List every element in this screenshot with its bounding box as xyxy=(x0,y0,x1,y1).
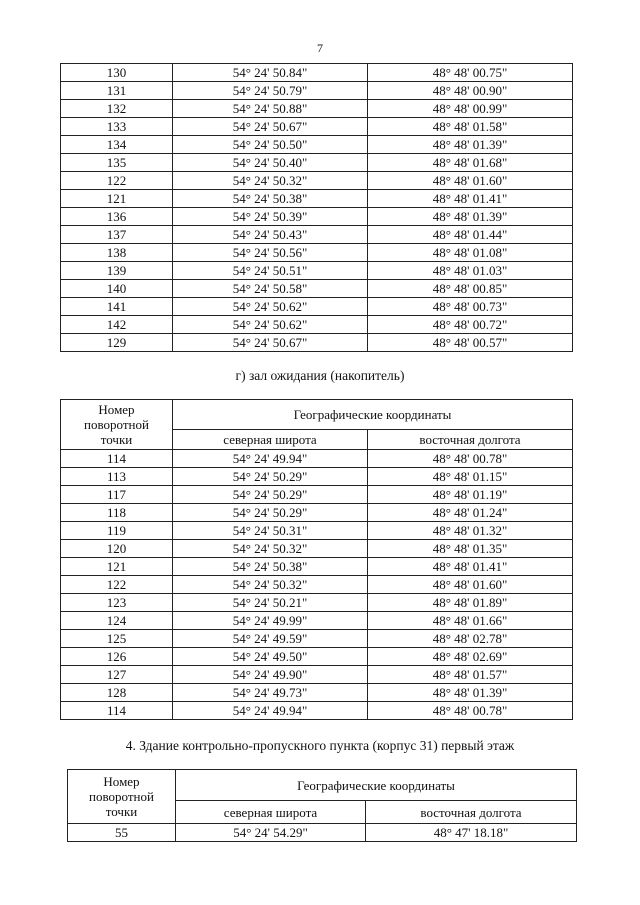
longitude-cell: 48° 48' 01.19" xyxy=(368,486,573,504)
table-row xyxy=(61,64,573,82)
longitude-cell: 48° 48' 02.69" xyxy=(368,648,573,666)
latitude-cell: 54° 24' 49.73" xyxy=(173,684,368,702)
latitude-cell: 54° 24' 50.32" xyxy=(173,576,368,594)
table-row xyxy=(61,262,573,280)
latitude-cell: 54° 24' 50.29" xyxy=(173,486,368,504)
table-row xyxy=(61,666,573,684)
coordinates-table-continued xyxy=(60,63,573,352)
table-row xyxy=(61,522,573,540)
table-row xyxy=(61,244,573,262)
longitude-cell: 48° 48' 00.99" xyxy=(368,100,573,118)
point-number-cell: 113 xyxy=(61,468,173,486)
point-number-cell: 127 xyxy=(61,666,173,684)
table-row xyxy=(61,226,573,244)
latitude-cell: 54° 24' 50.58" xyxy=(173,280,368,298)
table-row xyxy=(61,316,573,334)
latitude-cell: 54° 24' 50.79" xyxy=(173,82,368,100)
longitude-cell: 48° 48' 01.39" xyxy=(368,684,573,702)
latitude-cell: 54° 24' 50.21" xyxy=(173,594,368,612)
longitude-cell: 48° 48' 01.60" xyxy=(368,576,573,594)
point-number-cell: 130 xyxy=(61,64,173,82)
header-latitude: северная широта xyxy=(173,430,368,450)
longitude-cell: 48° 48' 00.85" xyxy=(368,280,573,298)
latitude-cell: 54° 24' 49.99" xyxy=(173,612,368,630)
latitude-cell: 54° 24' 50.56" xyxy=(173,244,368,262)
longitude-cell: 48° 48' 00.90" xyxy=(368,82,573,100)
point-number-cell: 134 xyxy=(61,136,173,154)
table-row xyxy=(61,486,573,504)
latitude-cell: 54° 24' 49.94" xyxy=(173,702,368,720)
latitude-cell: 54° 24' 50.40" xyxy=(173,154,368,172)
point-number-cell: 141 xyxy=(61,298,173,316)
latitude-cell: 54° 24' 50.50" xyxy=(173,136,368,154)
table-row xyxy=(61,684,573,702)
point-number-cell: 132 xyxy=(61,100,173,118)
table-row xyxy=(61,468,573,486)
latitude-cell: 54° 24' 50.67" xyxy=(173,334,368,352)
point-number-cell: 129 xyxy=(61,334,173,352)
point-number-cell: 139 xyxy=(61,262,173,280)
longitude-cell: 48° 48' 01.44" xyxy=(368,226,573,244)
latitude-cell: 54° 24' 50.31" xyxy=(173,522,368,540)
table-row xyxy=(61,280,573,298)
header-geo-coordinates: Географические координаты xyxy=(173,400,573,430)
longitude-cell: 48° 47' 18.18" xyxy=(366,824,577,842)
point-number-cell: 136 xyxy=(61,208,173,226)
latitude-cell: 54° 24' 50.62" xyxy=(173,298,368,316)
table-row xyxy=(61,558,573,576)
point-number-cell: 135 xyxy=(61,154,173,172)
longitude-cell: 48° 48' 01.03" xyxy=(368,262,573,280)
point-number-cell: 114 xyxy=(61,450,173,468)
table-row xyxy=(61,190,573,208)
header-latitude: северная широта xyxy=(176,801,366,824)
point-number-cell: 119 xyxy=(61,522,173,540)
latitude-cell: 54° 24' 50.38" xyxy=(173,558,368,576)
table-row xyxy=(61,154,573,172)
latitude-cell: 54° 24' 50.67" xyxy=(173,118,368,136)
latitude-cell: 54° 24' 50.39" xyxy=(173,208,368,226)
table-row xyxy=(61,702,573,720)
point-number-cell: 126 xyxy=(61,648,173,666)
coordinates-table-waiting-hall xyxy=(60,399,573,720)
longitude-cell: 48° 48' 00.75" xyxy=(368,64,573,82)
table-row xyxy=(68,824,577,842)
section-caption-waiting-hall: г) зал ожидания (накопитель) xyxy=(235,368,405,383)
longitude-cell: 48° 48' 01.60" xyxy=(368,172,573,190)
latitude-cell: 54° 24' 49.90" xyxy=(173,666,368,684)
table-row xyxy=(61,630,573,648)
table-row xyxy=(61,576,573,594)
longitude-cell: 48° 48' 00.57" xyxy=(368,334,573,352)
table-row xyxy=(61,504,573,522)
point-number-cell: 133 xyxy=(61,118,173,136)
longitude-cell: 48° 48' 02.78" xyxy=(368,630,573,648)
latitude-cell: 54° 24' 50.32" xyxy=(173,172,368,190)
longitude-cell: 48° 48' 01.32" xyxy=(368,522,573,540)
longitude-cell: 48° 48' 01.39" xyxy=(368,208,573,226)
section-caption-checkpoint-building: 4. Здание контрольно-пропускного пункта (корпус 31) первый этаж xyxy=(125,738,515,753)
header-longitude: восточная долгота xyxy=(368,430,573,450)
point-number-cell: 125 xyxy=(61,630,173,648)
latitude-cell: 54° 24' 50.43" xyxy=(173,226,368,244)
point-number-cell: 124 xyxy=(61,612,173,630)
point-number-cell: 122 xyxy=(61,172,173,190)
table-row xyxy=(61,334,573,352)
longitude-cell: 48° 48' 00.73" xyxy=(368,298,573,316)
header-geo-coordinates: Географические координаты xyxy=(176,770,577,801)
longitude-cell: 48° 48' 01.35" xyxy=(368,540,573,558)
longitude-cell: 48° 48' 01.58" xyxy=(368,118,573,136)
coordinates-table-checkpoint xyxy=(67,769,577,842)
latitude-cell: 54° 24' 50.62" xyxy=(173,316,368,334)
table-row xyxy=(61,450,573,468)
latitude-cell: 54° 24' 50.38" xyxy=(173,190,368,208)
latitude-cell: 54° 24' 50.29" xyxy=(173,468,368,486)
longitude-cell: 48° 48' 01.24" xyxy=(368,504,573,522)
latitude-cell: 54° 24' 50.32" xyxy=(173,540,368,558)
table-row xyxy=(61,118,573,136)
point-number-cell: 137 xyxy=(61,226,173,244)
point-number-cell: 117 xyxy=(61,486,173,504)
longitude-cell: 48° 48' 01.15" xyxy=(368,468,573,486)
point-number-cell: 120 xyxy=(61,540,173,558)
latitude-cell: 54° 24' 50.84" xyxy=(173,64,368,82)
point-number-cell: 123 xyxy=(61,594,173,612)
table-row xyxy=(61,82,573,100)
header-point-number: Номер поворотной точки xyxy=(61,400,173,450)
longitude-cell: 48° 48' 00.78" xyxy=(368,702,573,720)
longitude-cell: 48° 48' 00.78" xyxy=(368,450,573,468)
longitude-cell: 48° 48' 01.89" xyxy=(368,594,573,612)
point-number-cell: 128 xyxy=(61,684,173,702)
point-number-cell: 121 xyxy=(61,558,173,576)
point-number-cell: 131 xyxy=(61,82,173,100)
latitude-cell: 54° 24' 50.51" xyxy=(173,262,368,280)
longitude-cell: 48° 48' 00.72" xyxy=(368,316,573,334)
header-longitude: восточная долгота xyxy=(366,801,577,824)
header-point-number: Номер поворотной точки xyxy=(68,770,176,824)
longitude-cell: 48° 48' 01.57" xyxy=(368,666,573,684)
page-number: 7 xyxy=(317,41,323,55)
latitude-cell: 54° 24' 49.59" xyxy=(173,630,368,648)
longitude-cell: 48° 48' 01.41" xyxy=(368,190,573,208)
table-row xyxy=(61,298,573,316)
table-row xyxy=(61,208,573,226)
latitude-cell: 54° 24' 54.29" xyxy=(176,824,366,842)
table-row xyxy=(61,648,573,666)
latitude-cell: 54° 24' 50.88" xyxy=(173,100,368,118)
latitude-cell: 54° 24' 50.29" xyxy=(173,504,368,522)
longitude-cell: 48° 48' 01.08" xyxy=(368,244,573,262)
point-number-cell: 140 xyxy=(61,280,173,298)
point-number-cell: 55 xyxy=(68,824,176,842)
latitude-cell: 54° 24' 49.50" xyxy=(173,648,368,666)
point-number-cell: 142 xyxy=(61,316,173,334)
table-row xyxy=(61,594,573,612)
longitude-cell: 48° 48' 01.68" xyxy=(368,154,573,172)
table-row xyxy=(61,612,573,630)
latitude-cell: 54° 24' 49.94" xyxy=(173,450,368,468)
point-number-cell: 118 xyxy=(61,504,173,522)
table-row xyxy=(61,100,573,118)
table-row xyxy=(61,172,573,190)
longitude-cell: 48° 48' 01.41" xyxy=(368,558,573,576)
point-number-cell: 138 xyxy=(61,244,173,262)
point-number-cell: 121 xyxy=(61,190,173,208)
table-row xyxy=(61,136,573,154)
point-number-cell: 114 xyxy=(61,702,173,720)
longitude-cell: 48° 48' 01.39" xyxy=(368,136,573,154)
longitude-cell: 48° 48' 01.66" xyxy=(368,612,573,630)
table-row xyxy=(61,540,573,558)
point-number-cell: 122 xyxy=(61,576,173,594)
